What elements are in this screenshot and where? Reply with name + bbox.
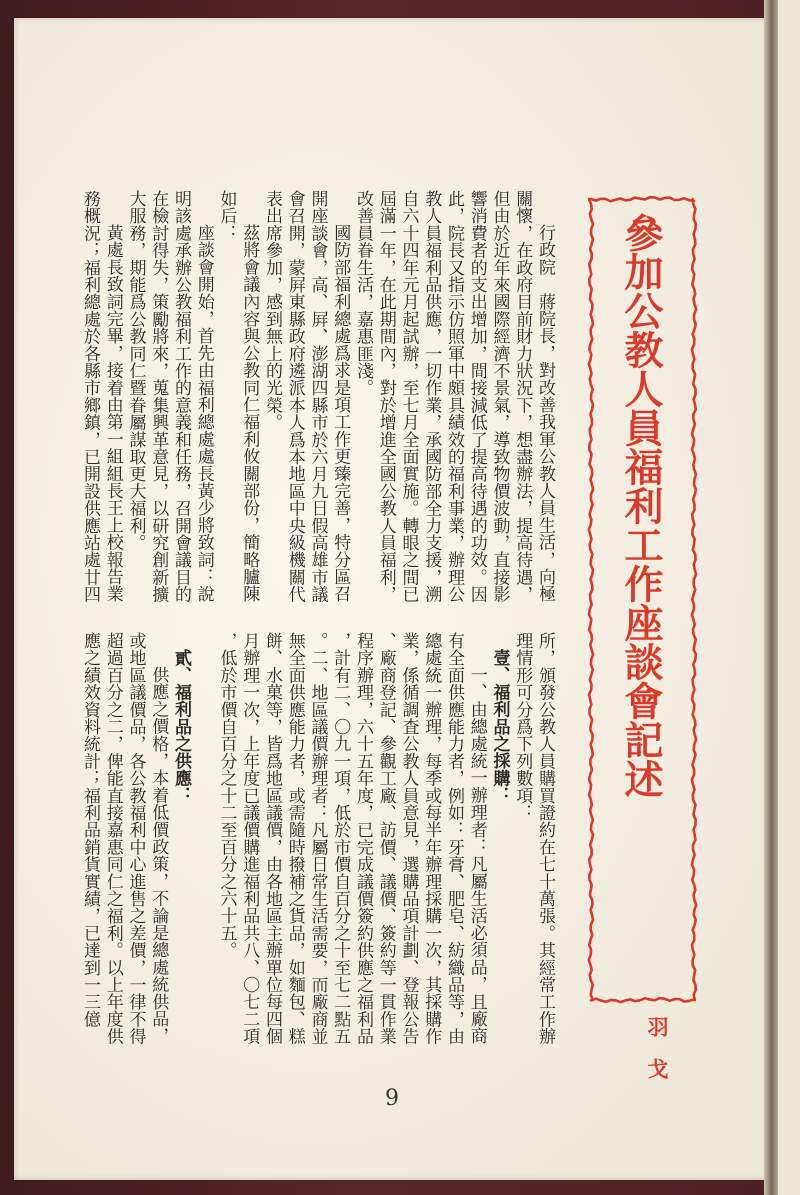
text-column: 應之績效資料統計；福利品銷貨實績，已達到一三億 (80, 632, 100, 1028)
text-column: 但由於近年來國際經濟不景氣，導致物價波動，直接影 (489, 190, 510, 603)
section-heading-procurement: 壹、福利品之採購： (489, 649, 510, 804)
text-column: 無全面供應能力者，或需隨時撥補之貨品，如麵包、糕 (284, 632, 305, 1045)
section-heading-supply: 貳、福利品之供應： (171, 649, 191, 804)
text-column: 供應之價格，本着低價政策，不論是總處統供品， (148, 666, 169, 1045)
article-body (78, 632, 556, 1046)
text-column: 會召開，蒙屛東縣政府遴派本人爲本地區中央級機關代 (284, 190, 305, 603)
text-column: 大服務，期能爲公教同仁暨眷屬謀取更大福利。 (125, 190, 146, 552)
text-column: 業，係循調査公教人員意見，選購品項計劃、登報公告 (398, 632, 419, 1045)
text-column: 餅、水菓等，皆爲地區議價，由各地區主辦單位每四個 (262, 632, 282, 1045)
text-column: 理情形可分爲下列數項： (512, 632, 533, 822)
text-column: 如后： (216, 190, 237, 242)
text-column: ，計有二、〇九一項，低於市價自百分之十至七二點五 (330, 632, 351, 1045)
text-column: 。二、地區議價辦理者：凡屬日常生活需要，而廠商並 (307, 632, 328, 1045)
text-column: 、廠商登記、參觀工廠、訪價、議價、簽約等一貫作業 (375, 632, 396, 1045)
page-number: 9 (385, 1086, 399, 1111)
text-column: 超過百分之二，俾能直接嘉惠同仁之福利。以上年度供 (102, 632, 123, 1045)
article-title: 參加公教人員福利工作座談會記述 (618, 213, 664, 798)
text-column: 屆滿一年，在此期間內，對於增進全國公教人員福利， (375, 190, 396, 603)
text-column: 月辦理一次，上年度已議價購進福利品共八、〇七二項 (239, 632, 260, 1045)
text-column: 黃處長致詞完畢，接着由第一組組長王上校報告業 (102, 224, 123, 603)
text-column: 或地區議價品，各公教福利中心進售之差價，一律不得 (125, 632, 146, 1045)
text-column: 表出席參加，感到無上的光榮。 (262, 190, 282, 431)
text-column: 有全面供應能力者，例如：牙膏、肥皂、紡織品等，由 (444, 632, 464, 1045)
text-column: 改善員眷生活，嘉惠匪淺。 (353, 190, 373, 397)
text-column: 國防部福利總處爲求是項工作更臻完善，特分區召 (330, 224, 351, 603)
text-column: 行政院 蔣院長，對改善我軍公教人員生活，向極 (535, 224, 555, 603)
text-column: 程序辦理，六十五年度，已完成議價簽約供應之福利品 (353, 632, 373, 1045)
article-intro (78, 190, 556, 604)
column-spacer (192, 632, 215, 1046)
text-column: 在檢討得失，策勵將來，蒐集興革意見，以研究創新擴 (148, 190, 169, 603)
text-column: 開座談會，高、屛、澎湖四縣市於六月九日假高雄市議 (307, 190, 328, 603)
text-column: 茲將會議內容與公教同仁福利攸關部份，簡略臚陳 (239, 224, 260, 603)
text-column: 座談會開始，首先由福利總處處長黃少將致詞：說 (193, 224, 214, 603)
text-column: 教人員福利品供應，一切作業，承國防部全力支援，溯 (421, 190, 442, 603)
text-column: 此，院長又指示仿照軍中頗具績效的福利事業，辦理公 (444, 190, 464, 603)
text-column: 務概況；福利總處於各縣市鄉鎮，已開設供應站處廿四 (80, 190, 100, 603)
text-column: 明該處承辦公教福利工作的意義和任務，召開會議目的 (171, 190, 191, 603)
text-column: 關懷，在政府目前財力狀況下，想盡辦法，提高待遇， (512, 190, 533, 603)
text-column: 總處統一辦理，每季或每半年辦理採購一次，其採購作 (421, 632, 442, 1045)
text-column: 一、由總處統一辦理者：凡屬生活必須品，且廠商 (466, 666, 487, 1045)
adjacent-page-edge (778, 0, 800, 1195)
text-column: 響消費者的支出增加，間接減低了提高待遇的功效。因 (466, 190, 487, 603)
article-author: 羽 戈 (645, 1016, 670, 1079)
page-gutter (764, 0, 778, 1195)
text-column: 所，頒發公教人員購買證約在七十萬張。其經常工作辦 (535, 632, 555, 1045)
text-column: 自六十四年元月起試辦，至七月全面實施。轉眼之間已 (398, 190, 419, 603)
text-column: ，低於市價自百分之十二至百分之六十五。 (216, 632, 237, 959)
